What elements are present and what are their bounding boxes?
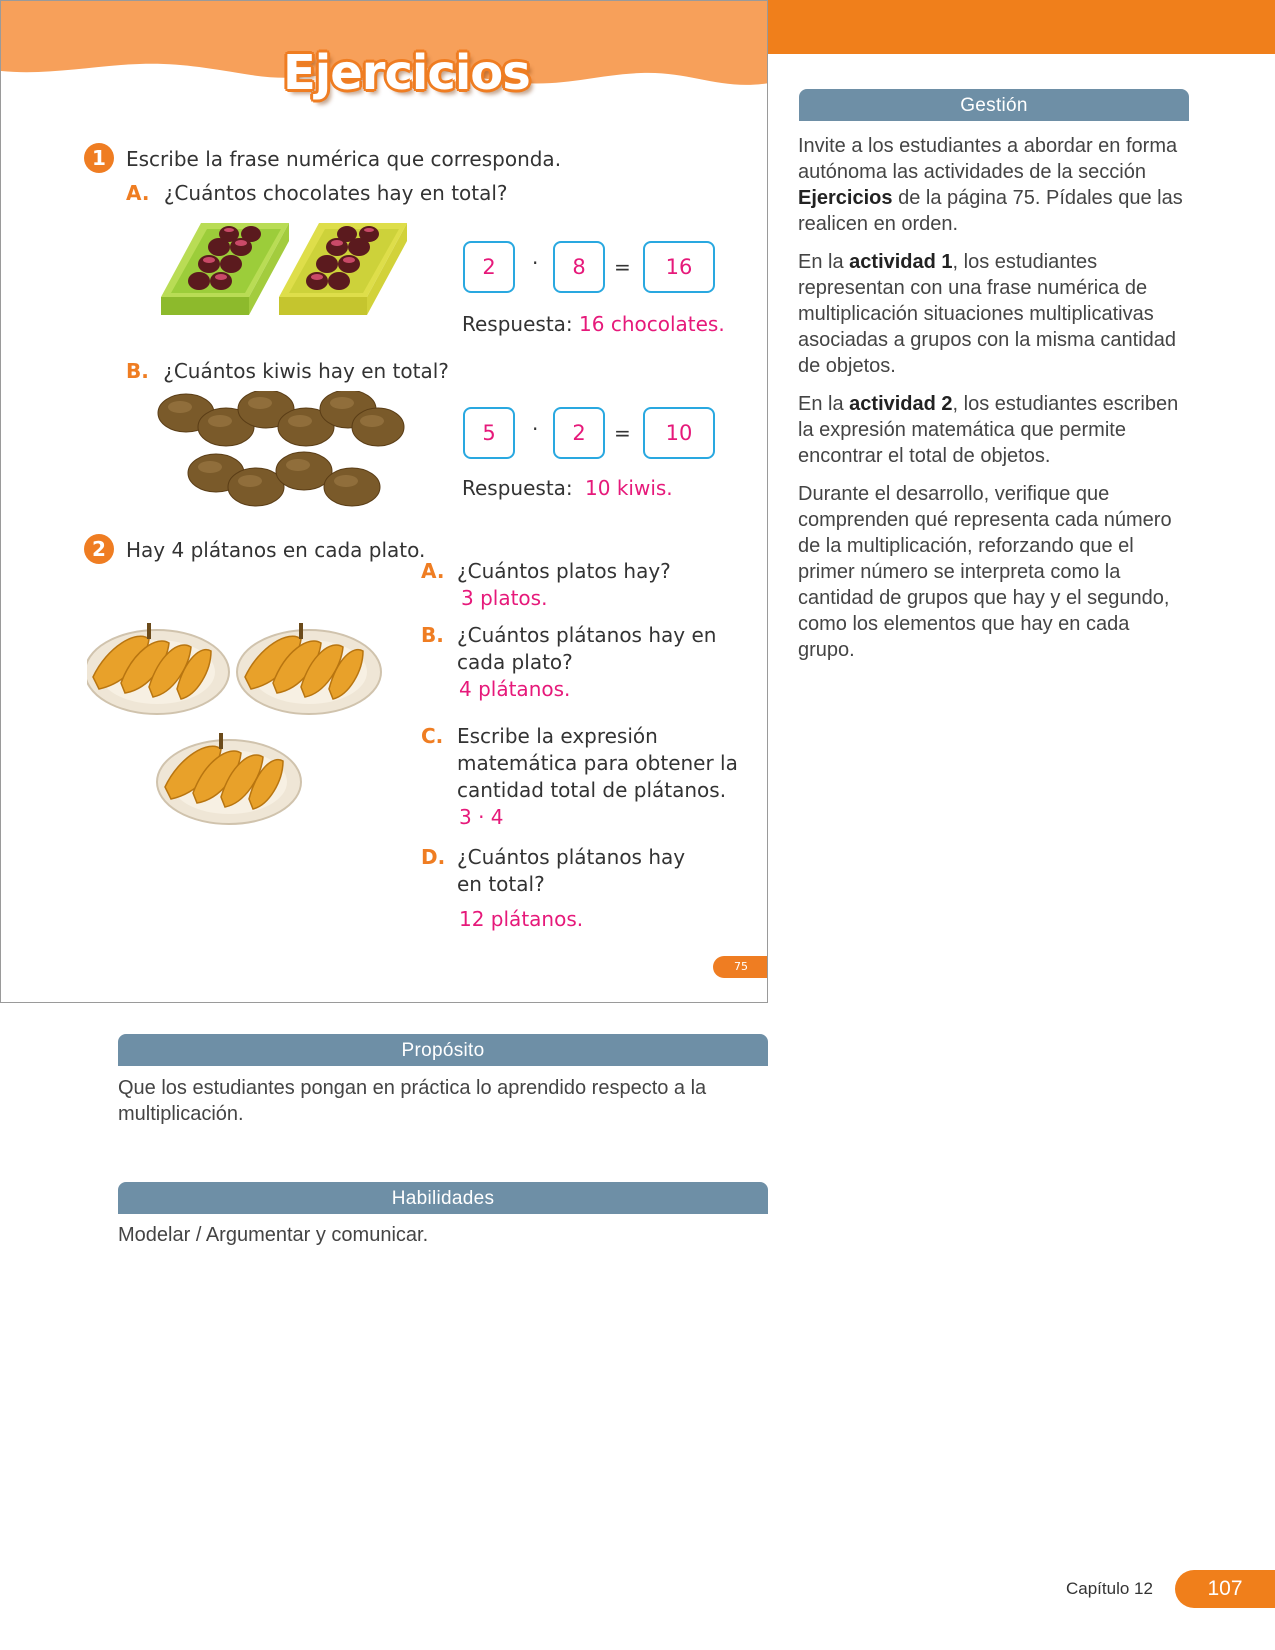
answer-value: 16 chocolates. bbox=[579, 312, 725, 336]
question-line: Escribe la expresión bbox=[457, 724, 658, 748]
exercise-2a bbox=[421, 558, 444, 585]
gestion-paragraph-4: Durante el desarrollo, verifique que comprenden qué representa cada número de la multiplicación, reforzando que el primer número se interpreta como la cantidad de grupos que hay y el segundo, como los elementos que hay en cada grupo. bbox=[798, 483, 1172, 661]
question-text: ¿Cuántos kiwis hay en total? bbox=[163, 359, 449, 383]
question-line: cada plato? bbox=[457, 650, 573, 674]
gestion-paragraph-2 bbox=[798, 249, 1188, 379]
answer-line-b bbox=[462, 476, 673, 500]
factor2-box: 2 bbox=[553, 407, 605, 459]
answer-label: Respuesta: bbox=[462, 312, 573, 336]
question-text: ¿Cuántos chocolates hay en total? bbox=[163, 181, 508, 205]
text: En la bbox=[798, 251, 850, 273]
text: Invite a los estudiantes a abordar en forma autónoma las actividades de la sección bbox=[798, 135, 1178, 183]
student-page-number: 75 bbox=[713, 956, 768, 978]
question-line: en total? bbox=[457, 872, 545, 896]
question-line: ¿Cuántos plátanos hay bbox=[457, 845, 686, 869]
gestion-heading: Gestión bbox=[799, 89, 1189, 121]
answer-value: 12 plátanos. bbox=[459, 907, 584, 931]
equals-sign: = bbox=[614, 421, 631, 445]
result-box: 10 bbox=[643, 407, 715, 459]
exercise-2d-text bbox=[457, 844, 757, 933]
factor1-box: 2 bbox=[463, 241, 515, 293]
chocolate-boxes-illustration bbox=[159, 219, 407, 345]
guide-page-number: 107 bbox=[1175, 1570, 1275, 1608]
text: , los estudiantes escriben la expresión matemática que permite encontrar el total de objetos. bbox=[798, 393, 1179, 467]
exercise-2a-text bbox=[457, 558, 757, 612]
answer-line-a bbox=[462, 312, 725, 336]
exercise-1-instruction: Escribe la frase numérica que corresponda. bbox=[126, 147, 562, 171]
letter-b: B. bbox=[126, 359, 149, 383]
letter-a: A. bbox=[421, 559, 445, 583]
proposito-text: Que los estudiantes pongan en práctica lo aprendido respecto a la multiplicación. bbox=[118, 1077, 707, 1125]
exercise-2b-text bbox=[457, 622, 757, 703]
exercise-2-instruction: Hay 4 plátanos en cada plato. bbox=[126, 538, 426, 562]
orange-header-bar bbox=[768, 0, 1275, 54]
gestion-paragraph-3 bbox=[798, 391, 1188, 469]
habilidades-text: Modelar / Argumentar y comunicar. bbox=[118, 1224, 429, 1246]
answer-value: 3 platos. bbox=[461, 586, 548, 610]
gestion-paragraph-1 bbox=[798, 133, 1188, 237]
exercise-1a-question bbox=[126, 181, 508, 205]
question-line: ¿Cuántos plátanos hay en bbox=[457, 623, 717, 647]
exercise-2b bbox=[421, 622, 444, 649]
answer-value: 3 · 4 bbox=[459, 805, 504, 829]
habilidades-heading: Habilidades bbox=[118, 1182, 768, 1214]
kiwis-illustration bbox=[156, 391, 406, 507]
page-title: Ejercicios bbox=[283, 45, 530, 101]
bold-text: actividad 2 bbox=[849, 393, 953, 415]
question-text: ¿Cuántos platos hay? bbox=[457, 559, 671, 583]
result-box: 16 bbox=[643, 241, 715, 293]
banana-plates-illustration bbox=[87, 601, 387, 831]
factor2-box: 8 bbox=[553, 241, 605, 293]
letter-c: C. bbox=[421, 724, 444, 748]
answer-value: 4 plátanos. bbox=[459, 677, 571, 701]
exercise-1-badge: 1 bbox=[84, 143, 114, 173]
letter-a: A. bbox=[126, 181, 150, 205]
exercise-2-badge: 2 bbox=[84, 534, 114, 564]
gestion-body bbox=[798, 133, 1188, 675]
exercise-2d bbox=[421, 844, 445, 871]
text: de la página 75. Pídales que las realicen en orden. bbox=[798, 187, 1183, 235]
question-line: matemática para obtener la bbox=[457, 751, 738, 775]
exercise-1b-question bbox=[126, 359, 449, 383]
student-page bbox=[0, 0, 768, 1003]
exercise-2c-text bbox=[457, 723, 757, 831]
answer-value: 10 kiwis. bbox=[585, 476, 673, 500]
multiply-dot: · bbox=[532, 417, 539, 441]
letter-d: D. bbox=[421, 845, 446, 869]
equals-sign: = bbox=[614, 255, 631, 279]
multiply-dot: · bbox=[532, 251, 539, 275]
proposito-heading: Propósito bbox=[118, 1034, 768, 1066]
bold-text: actividad 1 bbox=[849, 251, 953, 273]
text: , los estudiantes representan con una frase numérica de multiplicación situaciones multiplicativas asociadas a grupos con la misma cantidad de objetos. bbox=[798, 251, 1176, 377]
letter-b: B. bbox=[421, 623, 444, 647]
factor1-box: 5 bbox=[463, 407, 515, 459]
chapter-label: Capítulo 12 bbox=[1066, 1579, 1153, 1598]
bold-text: Ejercicios bbox=[798, 187, 893, 209]
exercise-2c bbox=[421, 723, 443, 750]
answer-label: Respuesta: bbox=[462, 476, 573, 500]
text: En la bbox=[798, 393, 850, 415]
question-line: cantidad total de plátanos. bbox=[457, 778, 727, 802]
